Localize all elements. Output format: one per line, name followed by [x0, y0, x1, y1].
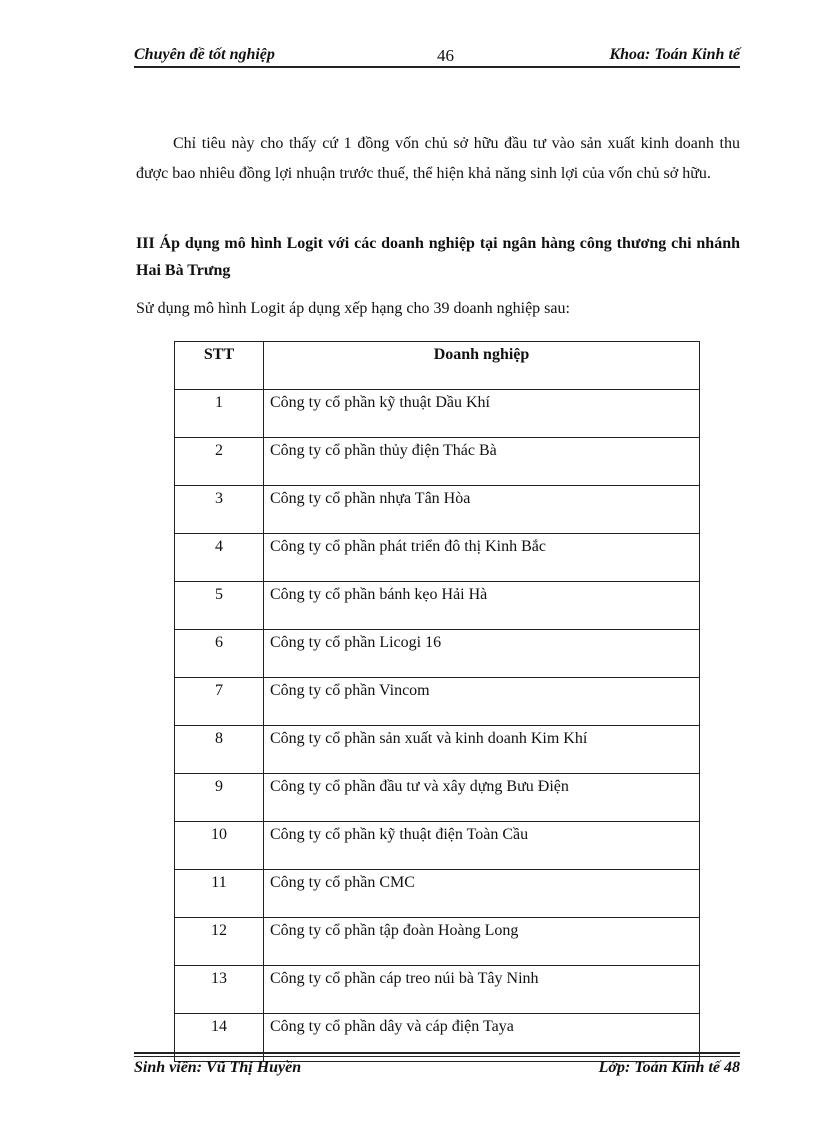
cell-stt: 14 [175, 1014, 264, 1062]
table-row [175, 582, 700, 630]
cell-stt: 8 [175, 726, 264, 774]
company-table [174, 341, 700, 1062]
cell-company: Công ty cổ phần CMC [264, 870, 700, 918]
column-header-company: Doanh nghiệp [264, 342, 700, 390]
cell-company: Công ty cổ phần thủy điện Thác Bà [264, 438, 700, 486]
header-divider [134, 66, 740, 68]
table-row [175, 774, 700, 822]
table-row [175, 534, 700, 582]
table-intro: Sử dụng mô hình Logit áp dụng xếp hạng cho 39 doanh nghiệp sau: [136, 300, 570, 317]
section-heading: III Áp dụng mô hình Logit với các doanh nghiệp tại ngân hàng công thương chi nhánh Hai Bà Trưng [136, 235, 740, 279]
cell-company: Công ty cổ phần phát triển đô thị Kinh Bắc [264, 534, 700, 582]
table-row [175, 678, 700, 726]
cell-company: Công ty cổ phần sản xuất và kinh doanh Kim Khí [264, 726, 700, 774]
table-row [175, 630, 700, 678]
cell-company: Công ty cổ phần nhựa Tân Hòa [264, 486, 700, 534]
footer-student: Sinh viên: Vũ Thị Huyền [134, 1059, 302, 1076]
page-number: 46 [437, 46, 454, 65]
table-header-row [175, 342, 700, 390]
cell-stt: 3 [175, 486, 264, 534]
table-row [175, 918, 700, 966]
cell-company: Công ty cổ phần tập đoàn Hoàng Long [264, 918, 700, 966]
cell-stt: 1 [175, 390, 264, 438]
page-footer [134, 1059, 740, 1081]
cell-stt: 2 [175, 438, 264, 486]
cell-company: Công ty cổ phần kỹ thuật điện Toàn Cầu [264, 822, 700, 870]
cell-company: Công ty cổ phần đầu tư và xây dựng Bưu Điện [264, 774, 700, 822]
footer-divider-thin [134, 1056, 740, 1057]
table-row [175, 1014, 700, 1062]
table-row [175, 870, 700, 918]
footer-class: Lớp: Toán Kinh tế 48 [598, 1059, 740, 1076]
cell-stt: 9 [175, 774, 264, 822]
cell-stt: 4 [175, 534, 264, 582]
cell-company: Công ty cổ phần cáp treo núi bà Tây Ninh [264, 966, 700, 1014]
table-row [175, 390, 700, 438]
cell-company: Công ty cổ phần kỹ thuật Dầu Khí [264, 390, 700, 438]
table-row [175, 438, 700, 486]
footer-divider [134, 1052, 740, 1054]
table-row [175, 726, 700, 774]
cell-stt: 13 [175, 966, 264, 1014]
cell-company: Công ty cổ phần bánh kẹo Hải Hà [264, 582, 700, 630]
header-faculty: Khoa: Toán Kinh tế [609, 46, 740, 63]
cell-stt: 10 [175, 822, 264, 870]
cell-stt: 7 [175, 678, 264, 726]
cell-stt: 11 [175, 870, 264, 918]
cell-company: Công ty cổ phần Licogi 16 [264, 630, 700, 678]
cell-company: Công ty cổ phần dây và cáp điện Taya [264, 1014, 700, 1062]
cell-stt: 5 [175, 582, 264, 630]
page-header [134, 44, 740, 68]
table-row [175, 486, 700, 534]
table-row [175, 966, 700, 1014]
header-document-type: Chuyên đề tốt nghiệp [134, 46, 275, 63]
table-row [175, 822, 700, 870]
body-paragraph: Chỉ tiêu này cho thấy cứ 1 đồng vốn chủ sở hữu đầu tư vào sản xuất kinh doanh thu được bao nhiêu đồng lợi nhuận trước thuế, thể hiện khả năng sinh lợi của vốn chủ sở hữu. [136, 135, 740, 182]
cell-stt: 12 [175, 918, 264, 966]
cell-stt: 6 [175, 630, 264, 678]
cell-company: Công ty cổ phần Vincom [264, 678, 700, 726]
column-header-stt: STT [175, 342, 264, 390]
